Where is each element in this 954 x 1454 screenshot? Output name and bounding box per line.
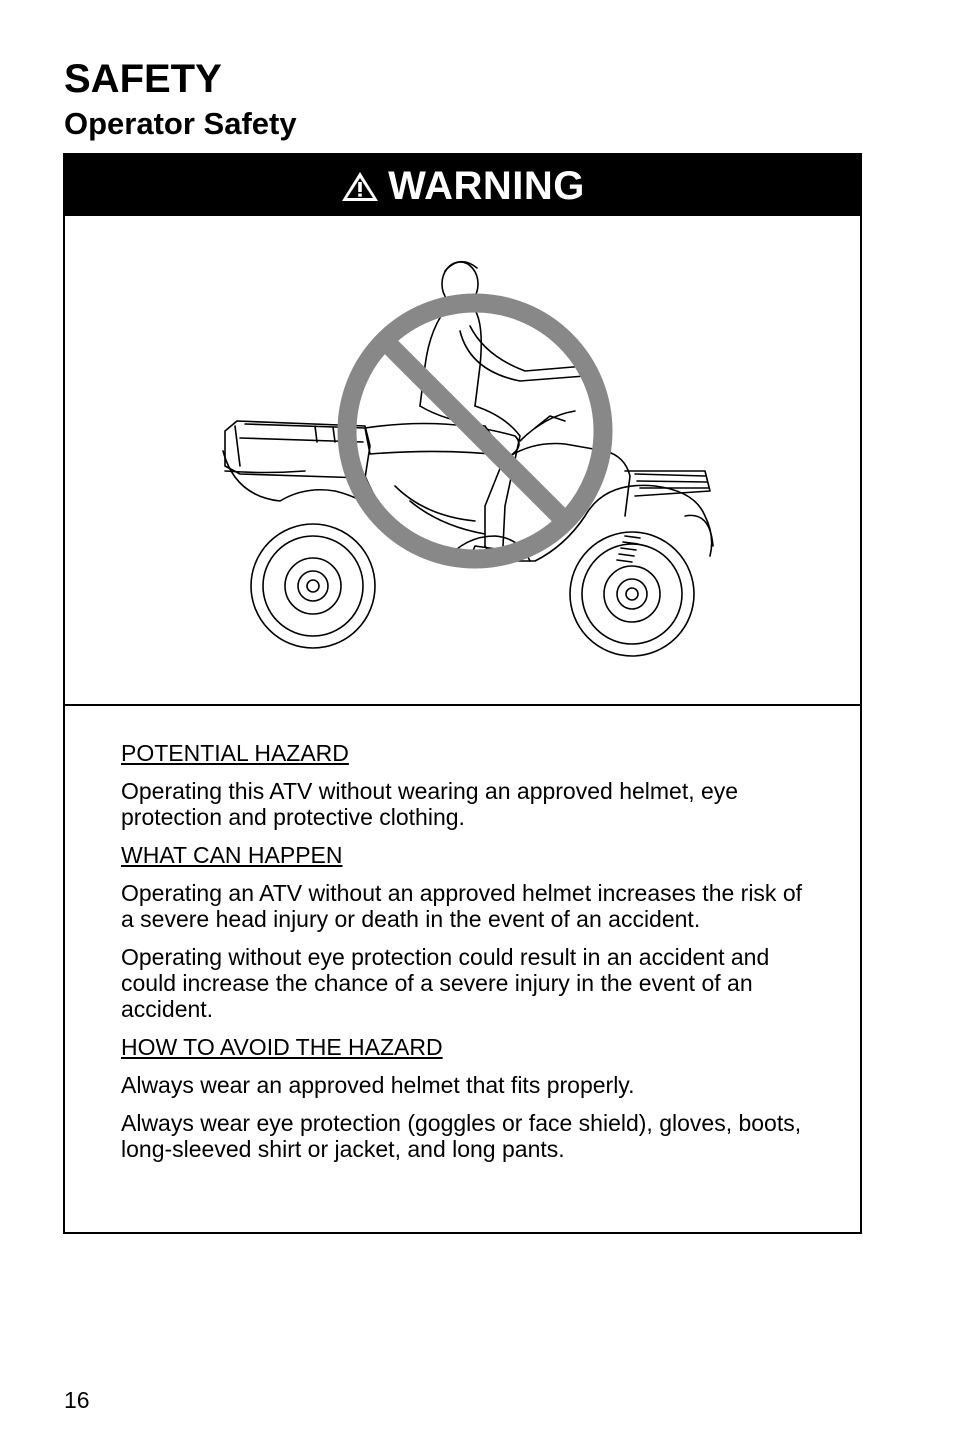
how-to-avoid-heading: HOW TO AVOID THE HAZARD [121, 1034, 443, 1060]
what-can-happen-paragraph: Operating without eye protection could result in an accident and could increase the chance of a severe injury in the event of an accident. [121, 944, 770, 1022]
warning-triangle-icon [340, 169, 380, 203]
warning-box [63, 153, 862, 1234]
how-to-avoid-paragraph: Always wear eye protection (goggles or face shield), gloves, boots, long-sleeved shirt or jacket, and long pants. [121, 1110, 802, 1162]
section-title: SAFETY [64, 57, 222, 101]
what-can-happen-heading: WHAT CAN HAPPEN [121, 842, 343, 868]
how-to-avoid-paragraph: Always wear an approved helmet that fits properly. [121, 1072, 635, 1098]
atv-illustration [65, 216, 860, 706]
warning-label: WARNING [388, 163, 585, 208]
potential-hazard-heading: POTENTIAL HAZARD [121, 740, 349, 766]
potential-hazard-text: Operating this ATV without wearing an approved helmet, eye protection and protective clothing. [121, 778, 739, 830]
what-can-happen-paragraph: Operating an ATV without an approved helmet increases the risk of a severe head injury or death in the event of an accident. [121, 880, 803, 932]
warning-header [65, 155, 860, 216]
page-number: 16 [64, 1387, 90, 1413]
no-riding-without-helmet-illustration [65, 216, 860, 704]
subsection-title: Operator Safety [64, 106, 297, 141]
hazard-text [65, 706, 860, 1162]
